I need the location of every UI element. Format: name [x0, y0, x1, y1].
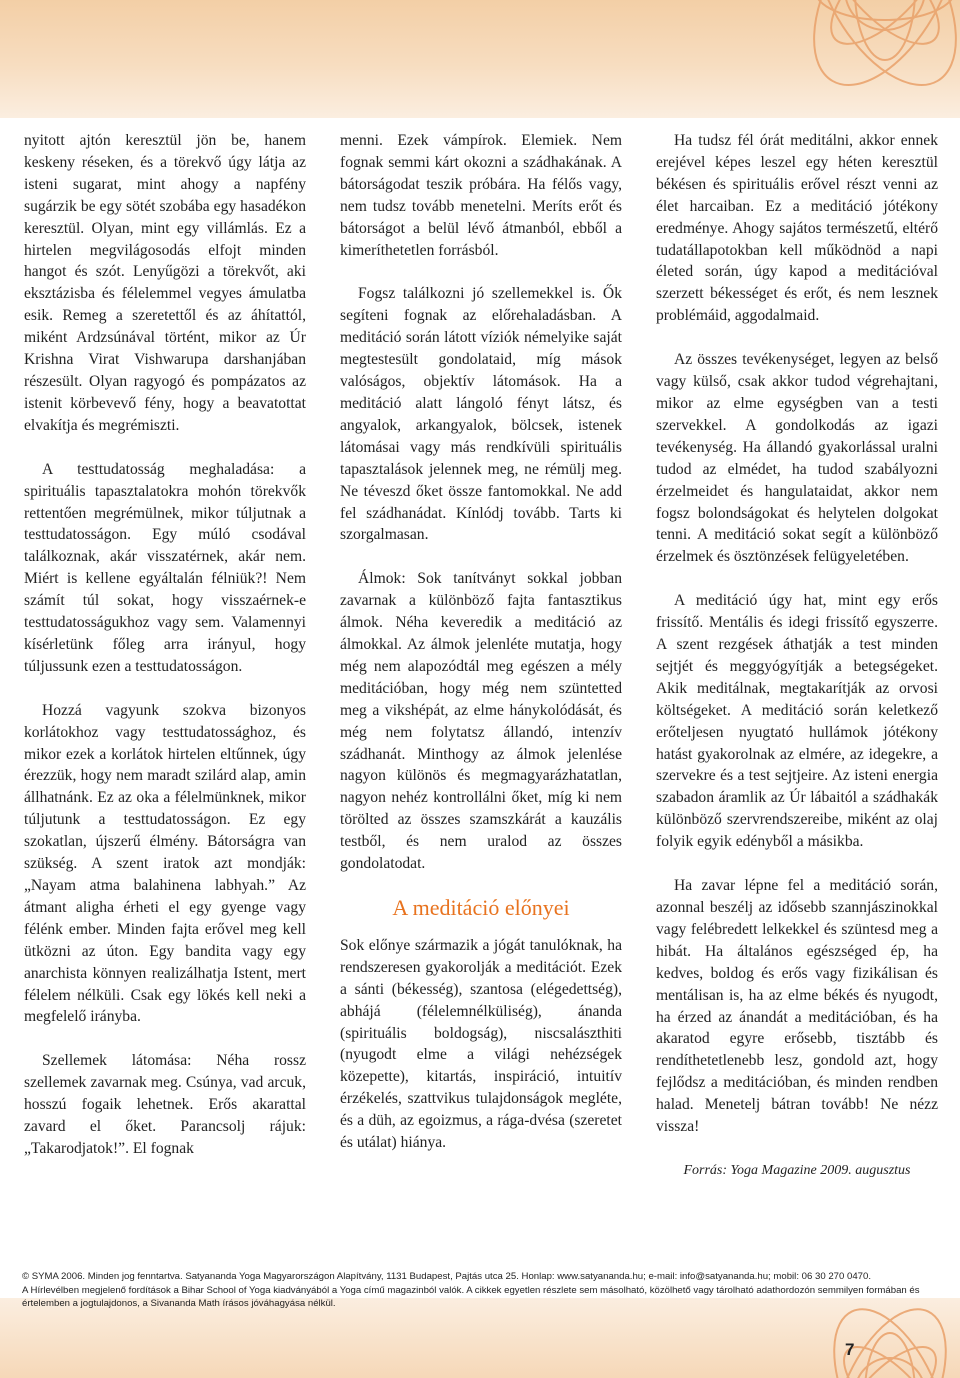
paragraph: Sok előnye származik a jógát tanulóknak, ha rendszeresen gyakorolják a meditációt. Ezek a sánti (békesség), szantosa (elégedettség), abhájá (félelemnélküliség), ánanda (spirituális boldogság), niscsalászthiti (nyugodt elme a világi nehézségek közepette), kitartás, inspiráció, intuitív érzékelés, szattvikus tulajdonságok megléte, és a düh, az egoizmus, a rága-dvésa (szeretet és utálat) hiánya.: [340, 936, 622, 1152]
copyright-line: © SYMA 2006. Minden jog fenntartva. Satyananda Yoga Magyarországon Alapítvány, 1131 Budapest, Pajtás utca 25. Honlap: www.satyananda.hu; e-mail: info@satyananda.hu; mobil: 06 30 270 0470.: [22, 1271, 871, 1282]
paragraph: Ha zavar lépne fel a meditáció során, azonnal beszélj az idősebb szannjászinokkal vagy felébredett lelkekkel és szüntesd meg a hibát. Ha általános egészséged ép, ha kedves, boldog és erős vagy fizikálisan és mentálisan is, ha az elme békés és nyugodt, ha érzed az ánandát a meditációban, és ha akaratod egyre erősebb, tisztább és rendíthetetlenebb lesz, gondold azt, hogy fejlődsz a meditációban, és minden rendben halad. Menetelj bátran tovább! Ne nézz vissza!: [656, 877, 938, 1136]
paragraph: Szellemek látomása: Néha rossz szellemek zavarnak meg. Csúnya, vad arcuk, hosszú fogaik lehetnek. Erős akarattal zavard el őket. Parancsolj rájuk: „Takarodjatok!”. El fognak: [24, 1052, 306, 1157]
paragraph: menni. Ezek vámpírok. Elemiek. Nem fognak semmi kárt okozni a szádhakának. A bátorságodat teszik próbára. Ha félős vagy, nem tudsz tovább menetelni. Meríts erőt és bátorságot a belül lévő átmanból, ebből a kimeríthetetlen forrásból.: [340, 132, 622, 259]
paragraph: A testtudatosság meghaladása: a spirituális tapasztalatokra mohón törekvők rettentően megrémülnek, mikor túljutnak a testtudatosságon. Egy múló csodával találkoznak, akár visszatérnek, akár nem. Miért is kellene egyáltalán félniük?! Nem számít túl sokat, hogy visszaérnek-e testtudatosságukhoz vagy sem. Valamennyi kísérletünk főleg arra irányul, hogy túljussunk ezen a testtudatosságon.: [24, 460, 306, 675]
paragraph: Álmok: Sok tanítványt sokkal jobban zavarnak a különböző fajta fantasztikus álmok. Néha keveredik a meditáció az álmokkal. Az álmok jelenléte mutatja, hogy még nem alapozódtál meg egészen a mély meditációban, hogy még nem szüntetted meg a vikshépát, az elme hánykolódását, és még nem folytatsz állandó, intenzív szádhanát. Minthogy az álmok jelenlése nagyon különös és megmagyarázhatatlan, nagyon nehéz kontrollálni őket, míg ki nem törölted az összes szamszkárát a kauzális testből, és nem uralod az összes gondolatodat.: [340, 570, 622, 873]
paragraph: nyitott ajtón keresztül jön be, hanem keskeny réseken, és a törekvő úgy látja az isteni sugarat, mint ahogy a napfény sugárzik be egy sötét szobába egy hasadékon keresztül. Olyan, mint egy villámlás. Ez a hirtelen megvilágosodás elfojt minden hangot és szót. Lenyűgözi a törekvőt, aki eksztázisba és félelemmel vegyes ámulatba esik. Remeg a szeretettől és az áhítattól, miként Ardzsúnával történt, mikor az Úr Krishna Virat Vishwarupa darshanjában részesült. Olyan ragyogó és pompázatos az istenit körbevevő fény, hogy a beavatottat elvakítja és megrémiszti.: [24, 132, 306, 434]
section-heading: A meditáció előnyei: [392, 895, 570, 920]
text-column-1: [24, 130, 306, 1182]
paragraph: Az összes tevékenységet, legyen az belső vagy külső, csak akkor tudod végrehajtani, mikor az elme egységben van a testi szervekkel. A gondolkodás az igazi tevékenység. Ha állandó gyakorlással uralni tudod az elmédet, ha tudod szabályozni érzelmeidet és hangulataidat, akkor nem fogsz bolondságokat és helytelen dolgokat tenni. A meditáció sokat segít a különböző érzelmek és ösztönzések felügyeletében.: [656, 351, 938, 566]
mandala-flower-icon: [700, 0, 960, 118]
page-number: 7: [845, 1340, 855, 1359]
copyright-notice: A Hírlevélben megjelenő fordítások a Bihar School of Yoga kiadványából a Yoga című magazinból valók. A cikkek egyetlen részlete sem másolható, közölhető vagy tárolható adathordozón semmilyen formában és értelemben a jogtulajdonos, a Sivananda Math írásos jóváhagyása nélkül.: [22, 1284, 920, 1309]
text-column-2: [340, 130, 622, 1176]
paragraph: Fogsz találkozni jó szellemekkel is. Ők segíteni fognak az előrehaladásban. A meditáció során látott víziók némelyike saját megtestesült gondolataid, míg mások valóságos, objektív látomások. Ha a meditáció alatt lángoló fényt látsz, és angyalok, arkangyalok, bölcsek, istenek látomásai vagy más rendkívüli spirituális tapasztalások jelennek meg, ne rémülj meg. Ne téveszd őket össze fantomokkal. Ne add fel szádhanádat. Kínlódj tovább. Tarts ki szorgalmasan.: [340, 285, 622, 544]
source-citation: Forrás: Yoga Magazine 2009. augusztus: [683, 1162, 911, 1178]
copyright-footer: [22, 1270, 942, 1311]
header-band: [0, 0, 960, 118]
text-column-3: [656, 130, 938, 1182]
paragraph: Hozzá vagyunk szokva bizonyos korlátokhoz vagy testtudatossághoz, és mikor ezek a korlátok hirtelen eltűnnek, úgy érezzük, hogy nem maradt szilárd alap, amin állhatnánk. Ez az oka a félelmünknek, mikor túljutunk a testtudatosságon. Ez egy szokatlan, újszerű élmény. Bátorságra van szükség. A szent iratok azt mondják: „Nayam atma balahinena labhyah.” Az átmant aligha érheti el egy gyenge vagy félénk ember. Minden fajta erővel meg kell ütközni az úton. Egy bandita vagy egy anarchista könnyen realizálhatja Istent, mert félelem nélküli. Csak egy lökés kell neki a megfelelő irányba.: [24, 701, 306, 1026]
paragraph: A meditáció úgy hat, mint egy erős frissítő. Mentális és idegi frissítő egyszerre. A szent rezgések áthatják a test minden sejtjét és meggyógyítják a betegségeket. Akik meditálnak, megtakarítják az orvosi költségeket. A meditáció során keletkező erőteljesen nyugtató hullámok jótékony hatást gyakorolnak az elmére, az idegekre, a szervekre és a test sejtjeire. Az isteni energia szabadon áramlik az Úr lábaitól a szádhakák különböző szervrendszereibe, miként az olaj folyik egyik edényből a másikba.: [656, 592, 938, 851]
paragraph: Ha tudsz fél órát meditálni, akkor ennek erejével képes leszel egy héten keresztül békésen és spirituális erővel részt venni az élet harcaiban. Ez a meditáció jótékony eredménye. Ahogy sajátos természetű, eltérő tudatállapotokban kell működnöd a napi életed során, úgy kapod a meditációval szerzett békességet és erőt, és nem lesznek problémáid, aggodalmaid.: [656, 132, 938, 325]
